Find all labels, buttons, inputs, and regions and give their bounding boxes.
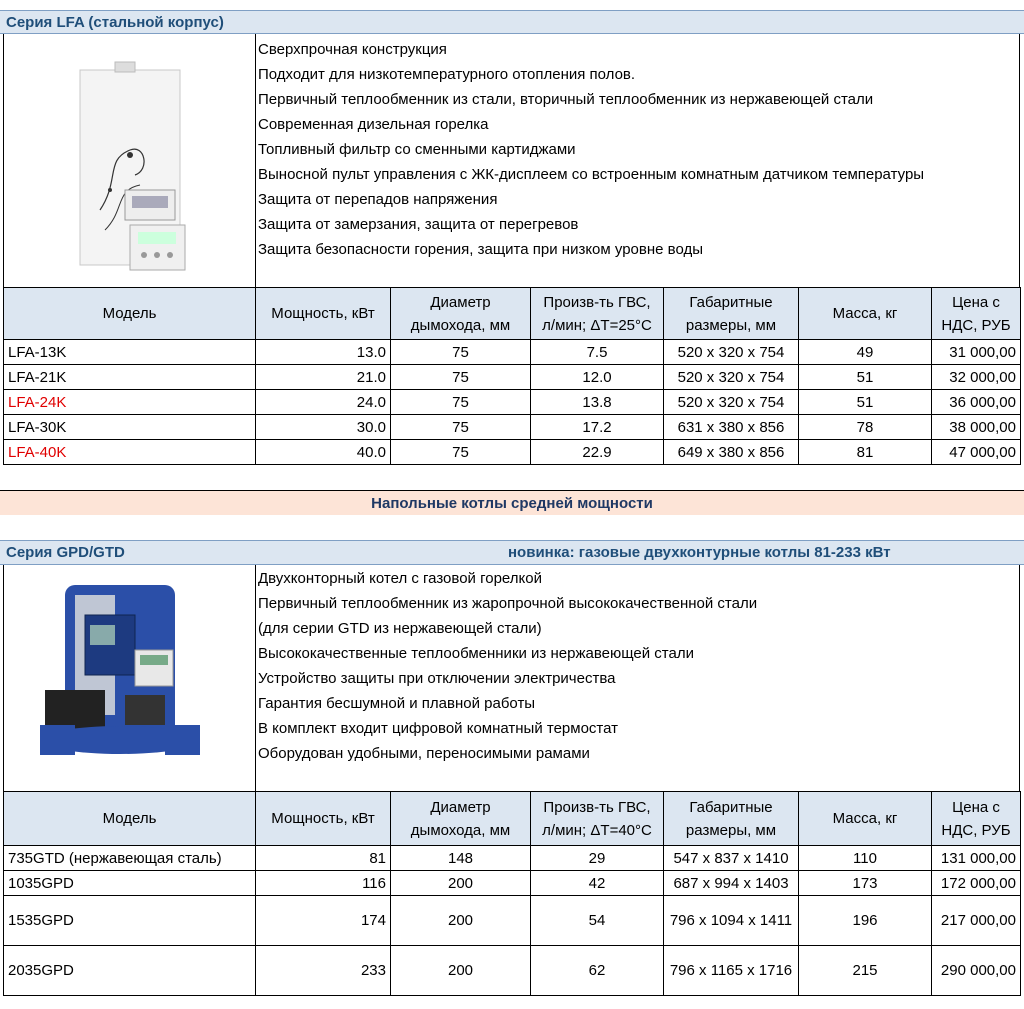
gpd-feature-item: Первичный теплообменник из жаропрочной высококачественной стали: [258, 595, 758, 612]
gpd-feature-item: В комплект входит цифровой комнатный термостат: [258, 720, 618, 737]
lfa-cell-model[interactable]: LFA-13K: [4, 340, 256, 365]
lfa-cell-gvs[interactable]: 17.2: [531, 415, 664, 440]
gpd-series-title-bar[interactable]: [0, 540, 1024, 565]
lfa-cell-diam[interactable]: 75: [391, 440, 531, 465]
lfa-header-cell: Диаметр дымохода, мм: [391, 288, 531, 340]
gpd-table-row: [4, 871, 1021, 896]
gpd-cell-price[interactable]: 172 000,00: [932, 871, 1021, 896]
gpd-novelty-note: новинка: газовые двухконтурные котлы 81-233 кВт: [508, 544, 891, 561]
gpd-table: [3, 791, 1021, 996]
gpd-cell-price[interactable]: 131 000,00: [932, 846, 1021, 871]
lfa-table: [3, 287, 1021, 465]
gpd-cell-diam[interactable]: 200: [391, 871, 531, 896]
lfa-cell-mass[interactable]: 78: [799, 415, 932, 440]
lfa-feature-item: Выносной пульт управления с ЖК-дисплеем со встроенным комнатным датчиком температуры: [258, 166, 925, 183]
section-title-bar: [0, 491, 1024, 515]
lfa-feature-list: [258, 37, 924, 262]
lfa-feature-item: Защита от замерзания, защита от перегревов: [258, 216, 579, 233]
lfa-feature-item: Защита безопасности горения, защита при низком уровне воды: [258, 241, 703, 258]
lfa-cell-price[interactable]: 32 000,00: [932, 365, 1021, 390]
gpd-feature-item: Устройство защиты при отключении электричества: [258, 670, 616, 687]
lfa-cell-size[interactable]: 520 x 320 x 754: [664, 340, 799, 365]
gpd-header-cell: Мощность, кВт: [256, 792, 391, 846]
lfa-cell-price[interactable]: 31 000,00: [932, 340, 1021, 365]
lfa-cell-power[interactable]: 24.0: [256, 390, 391, 415]
lfa-cell-power[interactable]: 13.0: [256, 340, 391, 365]
gpd-cell-diam[interactable]: 200: [391, 896, 531, 946]
gpd-cell-model[interactable]: 2035GPD: [4, 946, 256, 996]
lfa-cell-size[interactable]: 649 x 380 x 856: [664, 440, 799, 465]
gpd-cell-mass[interactable]: 173: [799, 871, 932, 896]
gpd-cell-power[interactable]: 81: [256, 846, 391, 871]
lfa-series-title-bar[interactable]: [0, 10, 1024, 34]
gpd-cell-price[interactable]: 217 000,00: [932, 896, 1021, 946]
gpd-cell-power[interactable]: 174: [256, 896, 391, 946]
lfa-cell-size[interactable]: 520 x 320 x 754: [664, 390, 799, 415]
gpd-cell-size[interactable]: 547 x 837 x 1410: [664, 846, 799, 871]
gpd-cell-diam[interactable]: 200: [391, 946, 531, 996]
gpd-cell-model[interactable]: 1535GPD: [4, 896, 256, 946]
lfa-cell-gvs[interactable]: 12.0: [531, 365, 664, 390]
lfa-header-cell: Цена с НДС, РУБ: [932, 288, 1021, 340]
gpd-table-row: [4, 846, 1021, 871]
lfa-cell-mass[interactable]: 51: [799, 365, 932, 390]
lfa-feature-item: Подходит для низкотемпературного отопления полов.: [258, 66, 636, 83]
lfa-table-row: [4, 415, 1021, 440]
lfa-cell-gvs[interactable]: 13.8: [531, 390, 664, 415]
gpd-boiler-image: [25, 575, 215, 765]
lfa-cell-size[interactable]: 631 x 380 x 856: [664, 415, 799, 440]
lfa-feature-item: Топливный фильтр со сменными картиджами: [258, 141, 576, 158]
lfa-header-cell: Габаритные размеры, мм: [664, 288, 799, 340]
lfa-cell-model[interactable]: LFA-30K: [4, 415, 256, 440]
lfa-cell-diam[interactable]: 75: [391, 390, 531, 415]
lfa-cell-diam[interactable]: 75: [391, 365, 531, 390]
lfa-cell-mass[interactable]: 81: [799, 440, 932, 465]
gpd-cell-gvs[interactable]: 29: [531, 846, 664, 871]
lfa-series-title: Серия LFA (стальной корпус): [6, 13, 224, 31]
gpd-feature-item: Высококачественные теплообменники из нержавеющей стали: [258, 645, 694, 662]
lfa-table-row: [4, 390, 1021, 415]
lfa-feature-item: Сверхпрочная конструкция: [258, 41, 447, 58]
lfa-header-cell: Модель: [4, 288, 256, 340]
lfa-feature-item: Современная дизельная горелка: [258, 116, 489, 133]
gpd-cell-model[interactable]: 1035GPD: [4, 871, 256, 896]
gpd-cell-mass[interactable]: 215: [799, 946, 932, 996]
gpd-cell-gvs[interactable]: 62: [531, 946, 664, 996]
section-title: Напольные котлы средней мощности: [371, 494, 653, 512]
lfa-table-row: [4, 440, 1021, 465]
lfa-cell-model[interactable]: LFA-21K: [4, 365, 256, 390]
gpd-feature-item: Оборудован удобными, переносимыми рамами: [258, 745, 590, 762]
lfa-cell-mass[interactable]: 49: [799, 340, 932, 365]
lfa-table-row: [4, 340, 1021, 365]
gpd-table-row: [4, 946, 1021, 996]
gpd-cell-power[interactable]: 233: [256, 946, 391, 996]
gpd-header-cell: Габаритные размеры, мм: [664, 792, 799, 846]
lfa-boiler-image: [60, 60, 200, 275]
gpd-cell-diam[interactable]: 148: [391, 846, 531, 871]
lfa-cell-model[interactable]: LFA-24K: [4, 390, 256, 415]
gpd-series-title: Серия GPD/GTD: [6, 544, 125, 561]
gpd-header-cell: Масса, кг: [799, 792, 932, 846]
lfa-cell-diam[interactable]: 75: [391, 340, 531, 365]
lfa-feature-item: Защита от перепадов напряжения: [258, 191, 498, 208]
gpd-feature-item: Двухконторный котел с газовой горелкой: [258, 570, 542, 587]
lfa-cell-power[interactable]: 40.0: [256, 440, 391, 465]
gpd-feature-item: (для серии GTD из нержавеющей стали): [258, 620, 542, 637]
gpd-cell-size[interactable]: 796 x 1094 x 1411: [664, 896, 799, 946]
lfa-cell-power[interactable]: 21.0: [256, 365, 391, 390]
gpd-cell-gvs[interactable]: 54: [531, 896, 664, 946]
lfa-table-row: [4, 365, 1021, 390]
lfa-cell-diam[interactable]: 75: [391, 415, 531, 440]
gpd-header-cell: Цена с НДС, РУБ: [932, 792, 1021, 846]
gpd-cell-size[interactable]: 687 x 994 x 1403: [664, 871, 799, 896]
gpd-cell-model[interactable]: 735GTD (нержавеющая сталь): [4, 846, 256, 871]
gpd-cell-size[interactable]: 796 x 1165 x 1716: [664, 946, 799, 996]
lfa-cell-price[interactable]: 38 000,00: [932, 415, 1021, 440]
gpd-cell-gvs[interactable]: 42: [531, 871, 664, 896]
lfa-cell-price[interactable]: 47 000,00: [932, 440, 1021, 465]
lfa-cell-power[interactable]: 30.0: [256, 415, 391, 440]
lfa-header-cell: Масса, кг: [799, 288, 932, 340]
lfa-cell-model[interactable]: LFA-40K: [4, 440, 256, 465]
gpd-cell-power[interactable]: 116: [256, 871, 391, 896]
lfa-cell-mass[interactable]: 51: [799, 390, 932, 415]
gpd-table-row: [4, 896, 1021, 946]
gpd-header-cell: Модель: [4, 792, 256, 846]
lfa-table-header: [4, 288, 1021, 340]
lfa-cell-gvs[interactable]: 22.9: [531, 440, 664, 465]
lfa-cell-gvs[interactable]: 7.5: [531, 340, 664, 365]
lfa-feature-item: Первичный теплообменник из стали, вторичный теплообменник из нержавеющей стали: [258, 91, 874, 108]
gpd-cell-mass[interactable]: 196: [799, 896, 932, 946]
lfa-cell-price[interactable]: 36 000,00: [932, 390, 1021, 415]
gpd-feature-list: [258, 566, 757, 766]
lfa-header-cell: Мощность, кВт: [256, 288, 391, 340]
gpd-header-cell: Диаметр дымохода, мм: [391, 792, 531, 846]
gpd-cell-price[interactable]: 290 000,00: [932, 946, 1021, 996]
lfa-header-cell: Произв-ть ГВС, л/мин; ΔТ=25°C: [531, 288, 664, 340]
lfa-cell-size[interactable]: 520 x 320 x 754: [664, 365, 799, 390]
gpd-table-header: [4, 792, 1021, 846]
gpd-header-cell: Произв-ть ГВС, л/мин; ΔТ=40°C: [531, 792, 664, 846]
gpd-cell-mass[interactable]: 110: [799, 846, 932, 871]
gpd-feature-item: Гарантия бесшумной и плавной работы: [258, 695, 536, 712]
